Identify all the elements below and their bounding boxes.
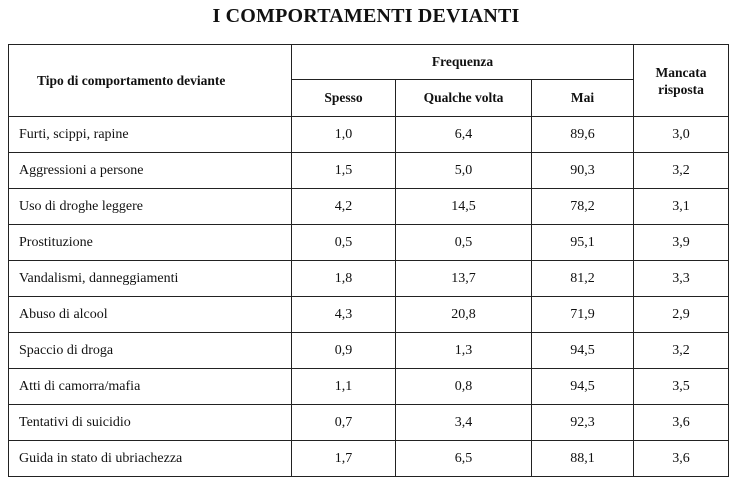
table-row bbox=[9, 297, 729, 333]
sometimes-cell: 0,8 bbox=[396, 369, 532, 405]
no-answer-cell: 3,3 bbox=[634, 261, 729, 297]
behavior-label-cell: Uso di droghe leggere bbox=[9, 189, 292, 225]
often-cell: 4,3 bbox=[292, 297, 396, 333]
no-answer-cell: 3,1 bbox=[634, 189, 729, 225]
behavior-label-cell: Atti di camorra/mafia bbox=[9, 369, 292, 405]
header-behavior-type: Tipo di comportamento deviante bbox=[9, 45, 292, 117]
sometimes-cell: 3,4 bbox=[396, 405, 532, 441]
header-no-answer-line1: Mancata bbox=[655, 64, 707, 80]
table-row bbox=[9, 225, 729, 261]
never-cell: 94,5 bbox=[532, 369, 634, 405]
sometimes-cell: 6,5 bbox=[396, 441, 532, 477]
table-row bbox=[9, 153, 729, 189]
table-row bbox=[9, 441, 729, 477]
header-sometimes: Qualche volta bbox=[396, 80, 532, 117]
sometimes-cell: 1,3 bbox=[396, 333, 532, 369]
behavior-label-cell: Prostituzione bbox=[9, 225, 292, 261]
sometimes-cell: 5,0 bbox=[396, 153, 532, 189]
sometimes-cell: 0,5 bbox=[396, 225, 532, 261]
often-cell: 0,5 bbox=[292, 225, 396, 261]
table-row bbox=[9, 117, 729, 153]
table-row bbox=[9, 333, 729, 369]
often-cell: 0,7 bbox=[292, 405, 396, 441]
header-often: Spesso bbox=[292, 80, 396, 117]
no-answer-cell: 3,2 bbox=[634, 333, 729, 369]
behavior-label-cell: Guida in stato di ubriachezza bbox=[9, 441, 292, 477]
often-cell: 1,5 bbox=[292, 153, 396, 189]
no-answer-cell: 3,6 bbox=[634, 405, 729, 441]
no-answer-cell: 2,9 bbox=[634, 297, 729, 333]
sometimes-cell: 20,8 bbox=[396, 297, 532, 333]
never-cell: 78,2 bbox=[532, 189, 634, 225]
never-cell: 95,1 bbox=[532, 225, 634, 261]
sometimes-cell: 6,4 bbox=[396, 117, 532, 153]
header-never: Mai bbox=[532, 80, 634, 117]
deviant-behaviors-table bbox=[8, 44, 729, 477]
table-row bbox=[9, 189, 729, 225]
page-title: I COMPORTAMENTI DEVIANTI bbox=[212, 5, 520, 27]
header-no-answer bbox=[634, 45, 729, 117]
sometimes-cell: 13,7 bbox=[396, 261, 532, 297]
often-cell: 1,1 bbox=[292, 369, 396, 405]
never-cell: 94,5 bbox=[532, 333, 634, 369]
never-cell: 81,2 bbox=[532, 261, 634, 297]
behavior-label-cell: Abuso di alcool bbox=[9, 297, 292, 333]
no-answer-cell: 3,2 bbox=[634, 153, 729, 189]
often-cell: 1,7 bbox=[292, 441, 396, 477]
table-row bbox=[9, 369, 729, 405]
never-cell: 71,9 bbox=[532, 297, 634, 333]
header-row-top bbox=[9, 45, 729, 80]
often-cell: 1,0 bbox=[292, 117, 396, 153]
never-cell: 90,3 bbox=[532, 153, 634, 189]
never-cell: 88,1 bbox=[532, 441, 634, 477]
often-cell: 1,8 bbox=[292, 261, 396, 297]
behavior-label-cell: Spaccio di droga bbox=[9, 333, 292, 369]
table-row bbox=[9, 261, 729, 297]
behavior-label-cell: Tentativi di suicidio bbox=[9, 405, 292, 441]
table-row bbox=[9, 405, 729, 441]
sometimes-cell: 14,5 bbox=[396, 189, 532, 225]
no-answer-cell: 3,6 bbox=[634, 441, 729, 477]
behavior-label-cell: Vandalismi, danneggiamenti bbox=[9, 261, 292, 297]
behavior-label-cell: Aggressioni a persone bbox=[9, 153, 292, 189]
never-cell: 89,6 bbox=[532, 117, 634, 153]
behavior-label-cell: Furti, scippi, rapine bbox=[9, 117, 292, 153]
never-cell: 92,3 bbox=[532, 405, 634, 441]
no-answer-cell: 3,0 bbox=[634, 117, 729, 153]
often-cell: 4,2 bbox=[292, 189, 396, 225]
header-no-answer-line2: risposta bbox=[658, 81, 704, 97]
header-frequency: Frequenza bbox=[292, 45, 634, 80]
often-cell: 0,9 bbox=[292, 333, 396, 369]
table-body bbox=[9, 117, 729, 477]
no-answer-cell: 3,9 bbox=[634, 225, 729, 261]
no-answer-cell: 3,5 bbox=[634, 369, 729, 405]
